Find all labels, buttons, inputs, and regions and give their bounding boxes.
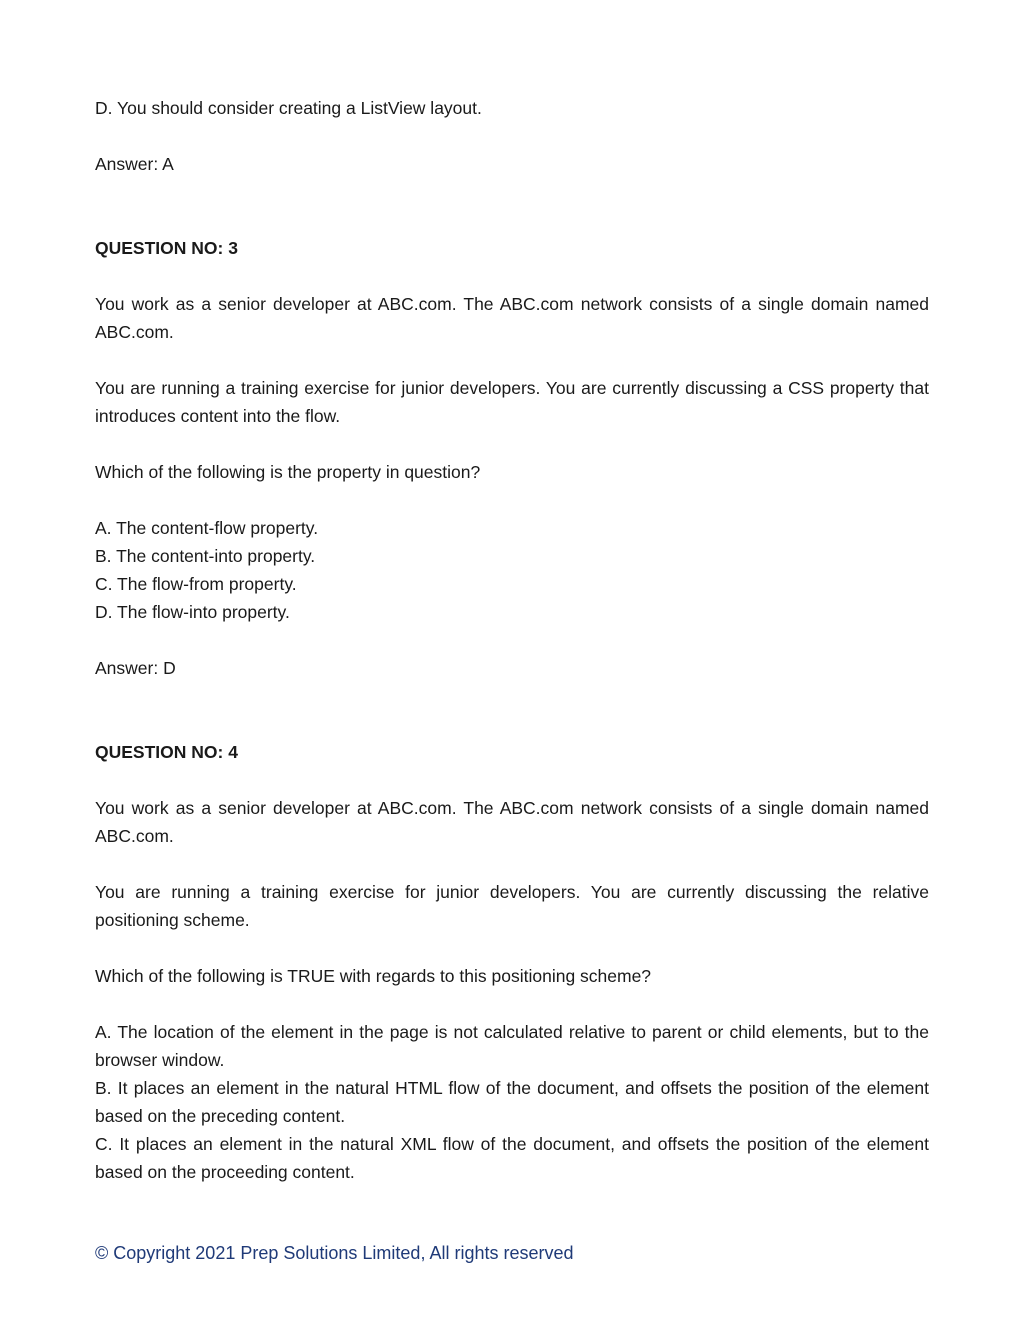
document-page bbox=[95, 94, 929, 1186]
question-3-option-b: B. The content-into property. bbox=[95, 546, 316, 566]
question-4-heading: QUESTION NO: 4 bbox=[95, 742, 238, 762]
question-3-option-c: C. The flow-from property. bbox=[95, 574, 297, 594]
question-4-option-c: C. It places an element in the natural XML flow of the document, and offsets the position of the element based on the proceeding content. bbox=[95, 1134, 929, 1182]
question-3-prompt: Which of the following is the property in question? bbox=[95, 462, 481, 482]
question-4-context: You are running a training exercise for junior developers. You are currently discussing the relative positioning scheme. bbox=[95, 882, 929, 930]
prev-answer: Answer: A bbox=[95, 154, 174, 174]
question-4-option-b: B. It places an element in the natural HTML flow of the document, and offsets the position of the element based on the preceding content. bbox=[95, 1078, 929, 1126]
question-3-heading: QUESTION NO: 3 bbox=[95, 238, 238, 258]
question-4-intro: You work as a senior developer at ABC.com. The ABC.com network consists of a single domain named ABC.com. bbox=[95, 798, 929, 846]
question-3-context: You are running a training exercise for junior developers. You are currently discussing a CSS property that introduces content into the flow. bbox=[95, 378, 929, 426]
question-4-option-a: A. The location of the element in the page is not calculated relative to parent or child elements, but to the browser window. bbox=[95, 1022, 929, 1070]
question-3-answer: Answer: D bbox=[95, 658, 176, 678]
question-3-option-d: D. The flow-into property. bbox=[95, 602, 290, 622]
question-4-prompt: Which of the following is TRUE with regards to this positioning scheme? bbox=[95, 966, 652, 986]
question-3-intro: You work as a senior developer at ABC.com. The ABC.com network consists of a single domain named ABC.com. bbox=[95, 294, 929, 342]
prev-option-d: D. You should consider creating a ListView layout. bbox=[95, 98, 482, 118]
footer-copyright: © Copyright 2021 Prep Solutions Limited, All rights reserved bbox=[95, 1243, 574, 1263]
question-3-option-a: A. The content-flow property. bbox=[95, 518, 319, 538]
